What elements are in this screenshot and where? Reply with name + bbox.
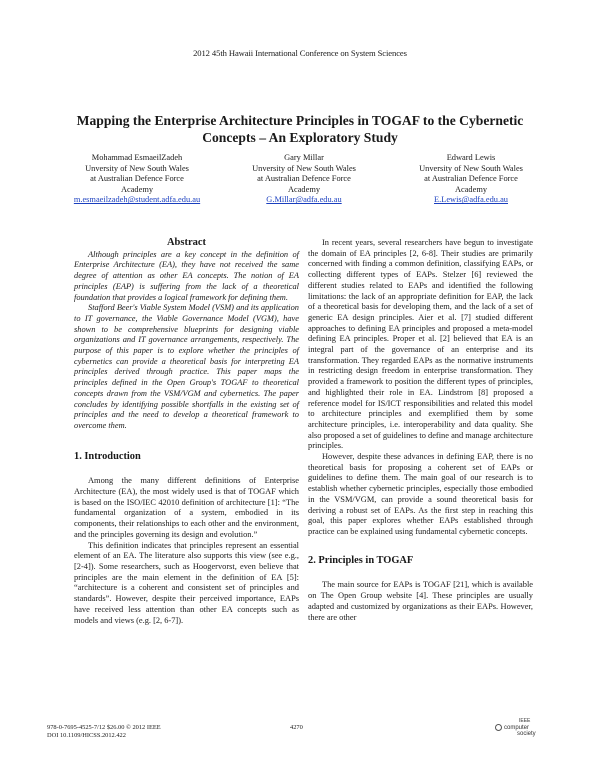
left-column [74, 238, 299, 626]
author-affiliation: at Australian Defence Force [257, 174, 351, 184]
author-name: Edward Lewis [446, 153, 496, 162]
author-email-link[interactable]: G.Millar@adfa.edu.au [266, 195, 342, 205]
author-affiliation: at Australian Defence Force [424, 174, 518, 184]
body-paragraph: The main source for EAPs is TOGAF [21], which is available on The Open Group website [4]. These principles are usually adapted and customized by organizations as their EAPs. However, there are other [308, 580, 533, 622]
doi-line: DOI 10.1109/HICSS.2012.422 [47, 732, 126, 740]
section-heading-principles: 2. Principles in TOGAF [308, 554, 414, 566]
body-paragraph: Among the many different definitions of Enterprise Architecture (EA), the most widely used is that of TOGAF which is based on the ISO/IEC 42010 definition of architecture [1]: “The fundamental organization of a system, embodied in its components, their relationships to each other and the environment, and the principles governing its design and evolution.” [74, 476, 299, 539]
abstract-paragraph: Although principles are a key concept in the definition of Enterprise Architecture (EA), they have not received the same degree of attention as other EA concepts. The notion of EA principles (EAP) is suffering from the lack of a theoretical foundation that provides a logical framework for defining them. [74, 249, 299, 302]
author-1 [62, 153, 212, 206]
logo-society-text: society [517, 731, 536, 738]
author-email-link[interactable]: m.esmaeilzadeh@student.adfa.edu.au [73, 195, 201, 205]
computer-society-logo [495, 718, 536, 737]
author-affiliation: Unversity of New South Wales [419, 163, 523, 173]
logo-ieee-text: IEEE [519, 718, 531, 724]
author-affiliation: Unversity of New South Wales [252, 163, 356, 173]
body-paragraph: In recent years, several researchers have begun to investigate the domain of EA principles [2, 6-8]. Their studies are primarily concerned with finding a common definition, classifying EAPs, or collecting different types of EAPs. Stelzer [6] reviewed the different studies related to EAPs and identified the following limitations: the lack of an appropriate definition for EAP, the lack of a theoretical basis for developing them, and the lack of a set of generic EA design principles. Aier et al. [7] studied different approaches to defining EA principles and proposed a meta-model defining EA principles. Proper et al. [2] believed that EA is an integral part of the governance of an enterprise and its transformation. They regarded EAPs as the normative instruments in restricting design freedom in enterprise transformation. They provided a framework to position the different types of principles, and highlighted their role in EA. Lindstrom [8] proposed a reference model for IS/ICT responsibilities and related this model to architecture principles and exemplified them by some architecture principles, i.e. interoperability and data quality. She also proposed a set of guidelines to define and manage architecture principles. [308, 238, 533, 451]
abstract [74, 238, 299, 432]
author-3 [396, 153, 546, 206]
title-line-1: Mapping the Enterprise Architecture Principles in TOGAF to the Cybernetic [76, 113, 524, 128]
right-column [308, 238, 533, 623]
body-paragraph: However, despite these advances in defining EAP, there is no theoretical basis for proposing a coherent set of EAPs or guidelines to define them. The main goal of our research is to establish whether cybernetic principles, especially those embodied in the VSM/VGM, can provide a sound theoretical basis for deriving a robust set of EAPs. As the first step in reaching this goal, this paper explores whether EAPs established through practice can be explained using fundamental cybernetic concepts. [308, 452, 533, 536]
section-heading-introduction: 1. Introduction [74, 450, 141, 462]
isbn-line: 978-0-7695-4525-7/12 $26.00 © 2012 IEEE [47, 724, 161, 731]
author-affiliation: Academy [120, 184, 154, 194]
author-name: Gary Millar [284, 153, 324, 162]
author-2 [229, 153, 379, 206]
author-affiliation: Academy [454, 184, 488, 194]
abstract-paragraph: Stafford Beer's Viable System Model (VSM) and its application to IT governance, the Viable Governance Model (VGM), have shown to be comprehensive blueprints for designing viable organizations and IT governance arrangements, respectively. The purpose of this paper is to explore whether the principles of cybernetics can provide a theoretical basis for interpreting EA principles derived through practice. This paper maps the principles defined in the Open Group's TOGAF to theoretical concepts drawn from the VSM/VGM and cybernetics. The paper concludes by identifying possible shortfalls in the existing set of principles and the need to develop a theoretical framework to overcome them. [74, 303, 299, 430]
author-affiliation: Unversity of New South Wales [85, 163, 189, 173]
author-block [62, 153, 546, 206]
body-paragraph: This definition indicates that principles represent an essential element of an EA. The literature also supports this view (see e.g., [2-4]). Some researchers, such as Hoogervorst, even believe that principles are the main element in the definition of EA [5]: “architecture is a coherent and consistent set of principles and standards”. However, despite their perceived importance, EAPs have received less attention than other EA concepts such as models and views (e.g. [2, 6-7]). [74, 540, 299, 625]
author-affiliation: at Australian Defence Force [90, 174, 184, 184]
logo-computer-text: computer [504, 725, 530, 732]
author-name: Mohammad EsmaeilZadeh [91, 153, 183, 162]
author-affiliation: Academy [287, 184, 321, 194]
page-number: 4270 [290, 724, 303, 731]
abstract-heading: Abstract [166, 237, 207, 248]
paper-title [40, 112, 560, 146]
author-email-link[interactable]: E.Lewis@adfa.edu.au [434, 195, 508, 205]
title-line-2: Concepts – An Exploratory Study [202, 130, 398, 145]
conference-header: 2012 45th Hawaii International Conference on System Sciences [193, 48, 407, 58]
footer-publication-info [47, 724, 161, 741]
computer-society-icon [495, 724, 502, 731]
